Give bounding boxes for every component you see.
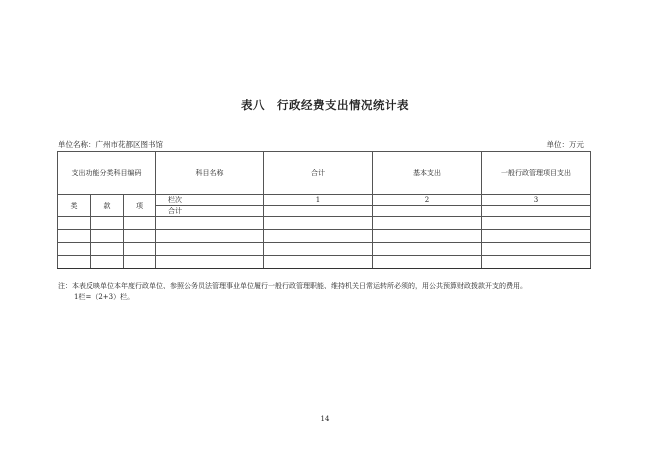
table-cell	[91, 243, 124, 256]
table-cell	[373, 217, 482, 230]
sum-row-label: 合计	[156, 206, 264, 217]
table-cell	[91, 230, 124, 243]
table-cell	[264, 243, 373, 256]
expenditure-table	[57, 151, 591, 269]
table-cell	[482, 243, 591, 256]
table-cell	[91, 217, 124, 230]
header-basic: 基本支出	[373, 152, 482, 195]
table-cell	[58, 217, 91, 230]
table-row	[58, 256, 591, 269]
table-cell	[91, 256, 124, 269]
header-subject-name: 科目名称	[156, 152, 264, 195]
page-number: 14	[320, 415, 330, 423]
table-cell	[156, 217, 264, 230]
table-cell	[156, 243, 264, 256]
table-cell	[264, 217, 373, 230]
code-part-category: 类	[58, 195, 91, 217]
table-cell	[124, 256, 156, 269]
table-cell	[373, 256, 482, 269]
unit-name-line	[58, 139, 163, 150]
table-cell	[482, 230, 591, 243]
code-part-section: 款	[91, 195, 124, 217]
table-cell	[124, 230, 156, 243]
header-row	[58, 152, 591, 195]
column-seq-3: 3	[482, 195, 591, 206]
unit-name-label: 单位名称：	[58, 140, 96, 149]
table-cell	[58, 243, 91, 256]
table-row	[58, 243, 591, 256]
table-row	[58, 217, 591, 230]
column-seq-1: 1	[264, 195, 373, 206]
table-cell	[373, 230, 482, 243]
page-title: 表八 行政经费支出情况统计表	[241, 98, 409, 112]
sum-total-cell	[264, 206, 373, 217]
table-cell	[264, 256, 373, 269]
table-cell	[482, 256, 591, 269]
table-cell	[264, 230, 373, 243]
table-cell	[124, 217, 156, 230]
table-cell	[482, 217, 591, 230]
header-total: 合计	[264, 152, 373, 195]
table-cell	[373, 243, 482, 256]
header-project: 一般行政管理项目支出	[482, 152, 591, 195]
table-cell	[156, 256, 264, 269]
table-cell	[58, 256, 91, 269]
sum-project-cell	[482, 206, 591, 217]
table-row	[58, 230, 591, 243]
table-cell	[156, 230, 264, 243]
header-code: 支出功能分类科目编码	[58, 152, 156, 195]
unit-name-value: 广州市花都区图书馆	[95, 140, 163, 149]
column-sequence-row	[58, 195, 591, 206]
amount-unit: 单位：万元	[546, 140, 584, 149]
code-part-item: 项	[124, 195, 156, 217]
sum-basic-cell	[373, 206, 482, 217]
column-seq-2: 2	[373, 195, 482, 206]
footnote-line-2: 1栏=（2+3）栏。	[74, 293, 135, 301]
table-cell	[58, 230, 91, 243]
footnote-line-1: 注：本表反映单位本年度行政单位、参照公务员法管理事业单位履行一般行政管理职能、维持机关日常运转所必须的，用公共预算财政拨款开支的费用。	[58, 282, 527, 290]
table-cell	[124, 243, 156, 256]
column-seq-label: 栏次	[156, 195, 264, 206]
